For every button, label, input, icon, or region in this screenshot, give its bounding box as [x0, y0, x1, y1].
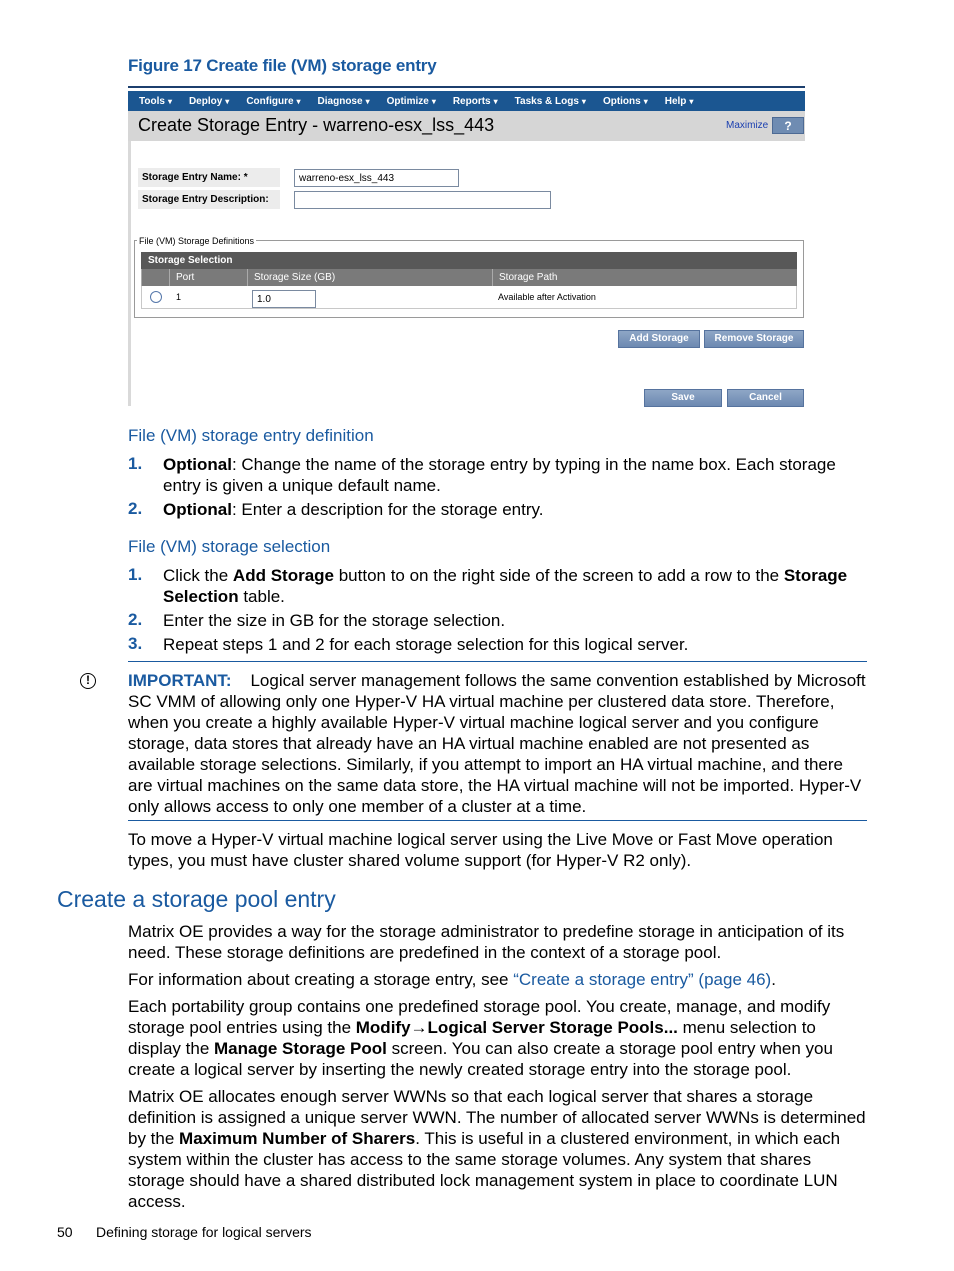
- definition-step-2: Optional: Enter a description for the storage entry.: [163, 500, 544, 519]
- storage-entry-name-input[interactable]: [294, 169, 459, 187]
- add-storage-button[interactable]: Add Storage: [618, 330, 700, 348]
- selection-step-3-number: 3.: [128, 634, 143, 653]
- chevron-down-icon: ▾: [225, 96, 230, 106]
- page-title-bar: [128, 111, 805, 141]
- cancel-button[interactable]: Cancel: [727, 389, 804, 407]
- arrow-right-icon: →: [410, 1018, 428, 1037]
- remove-storage-button[interactable]: Remove Storage: [704, 330, 804, 348]
- chevron-down-icon: ▾: [167, 96, 172, 106]
- chevron-down-icon: ▾: [643, 96, 648, 106]
- storage-selection-header: Storage Selection: [141, 252, 797, 269]
- column-header-storage-size: Storage Size (GB): [247, 269, 492, 286]
- help-button[interactable]: ?: [772, 117, 804, 134]
- storage-entry-description-label: Storage Entry Description:: [138, 190, 280, 209]
- figure-top-rule: [128, 86, 805, 88]
- move-paragraph: To move a Hyper-V virtual machine logical server using the Live Move or Fast Move operation types, you must have cluster shared volume support (for Hyper-V R2 only).: [128, 830, 833, 870]
- section-title: Create a storage pool entry: [57, 886, 336, 912]
- maximize-link[interactable]: Maximize: [726, 120, 769, 131]
- save-button[interactable]: Save: [644, 389, 722, 407]
- chevron-down-icon: ▾: [689, 96, 694, 106]
- menu-help[interactable]: Help ▾: [664, 95, 694, 107]
- selection-step-2-number: 2.: [128, 610, 143, 629]
- definition-step-1: Optional: Change the name of the storage entry by typing in the name box. Each storage entry is given a unique default name.: [163, 455, 836, 495]
- pool-paragraph-4: Matrix OE allocates enough server WWNs so that each logical server that shares a storage definition is assigned a unique server WWN. The number of allocated server WWNs is determined by the Maximum Number of Sharers. This is useful in a clustered environment, in which each system within the cluster has access to the same storage volumes. Any system that shares storage should have a shared distributed lock management system in place to coordinate LUN access.: [128, 1087, 866, 1211]
- definition-heading: File (VM) storage entry definition: [128, 426, 374, 445]
- pool-paragraph-3: Each portability group contains one predefined storage pool. You create, manage, and modify storage pool entries using the Modify→Logical Server Storage Pools... menu selection to display the Manage Storage Pool screen. You can also create a storage pool entry when you create a logical server by inserting the newly created storage entry into the storage pool.: [128, 997, 833, 1079]
- pool-paragraph-1: Matrix OE provides a way for the storage administrator to predefine storage in anticipation of its need. These storage definitions are predefined in the context of a storage pool.: [128, 922, 845, 962]
- menu-tools[interactable]: Tools ▾: [139, 95, 172, 107]
- chevron-down-icon: ▾: [581, 96, 586, 106]
- running-footer: Defining storage for logical servers: [96, 1224, 312, 1240]
- important-icon: !: [80, 673, 96, 689]
- selection-step-1-number: 1.: [128, 565, 143, 584]
- chevron-down-icon: ▾: [365, 96, 370, 106]
- row-select-radio[interactable]: [150, 291, 162, 303]
- note-rule-top: [128, 661, 867, 662]
- column-header-storage-path: Storage Path: [492, 269, 797, 286]
- panel-left-edge: [128, 141, 131, 406]
- storage-definitions-legend: File (VM) Storage Definitions: [139, 236, 255, 246]
- definition-step-2-number: 2.: [128, 499, 143, 518]
- chevron-down-icon: ▾: [296, 96, 301, 106]
- storage-entry-description-input[interactable]: [294, 191, 551, 209]
- column-header-port: Port: [169, 269, 247, 286]
- cell-port: 1: [176, 292, 182, 302]
- chevron-down-icon: ▾: [493, 96, 498, 106]
- selection-step-1: Click the Add Storage button to on the right side of the screen to add a row to the Storage Selection table.: [163, 566, 848, 606]
- menu-configure[interactable]: Configure ▾: [246, 95, 301, 107]
- menu-optimize[interactable]: Optimize ▾: [386, 95, 436, 107]
- figure-screenshot: [128, 86, 805, 408]
- page-number: 50: [57, 1224, 73, 1240]
- column-header-select: [141, 269, 169, 286]
- cell-storage-path: Available after Activation: [498, 292, 596, 302]
- selection-step-3: Repeat steps 1 and 2 for each storage selection for this logical server.: [163, 635, 689, 654]
- menu-tasks-logs[interactable]: Tasks & Logs ▾: [514, 95, 586, 107]
- figure-caption: Figure 17 Create file (VM) storage entry: [128, 56, 437, 75]
- menu-reports[interactable]: Reports ▾: [452, 95, 498, 107]
- menu-diagnose[interactable]: Diagnose ▾: [317, 95, 370, 107]
- pool-paragraph-2: For information about creating a storage entry, see “Create a storage entry” (page 46).: [128, 970, 776, 989]
- menu-options[interactable]: Options ▾: [602, 95, 648, 107]
- create-storage-entry-link[interactable]: “Create a storage entry” (page 46): [513, 970, 772, 989]
- selection-heading: File (VM) storage selection: [128, 537, 331, 556]
- important-note: IMPORTANT: Logical server management follows the same convention established by Microsoft SC VMM of allowing only one Hyper-V HA virtual machine per clustered data store. Therefore, when you create a highly available Hyper-V virtual machine logical server and you configure storage, data stores that already have an HA virtual machine enabled are not presented as available storage selections. Similarly, if you attempt to import an HA virtual machine, and there are virtual machines on the same data store, the HA virtual machine will not be imported. Hyper-V only allows access to only one member of a cluster at a time.: [128, 671, 866, 816]
- definition-step-1-number: 1.: [128, 454, 143, 473]
- important-label: IMPORTANT:: [128, 671, 232, 690]
- storage-size-input[interactable]: [252, 290, 316, 308]
- menu-deploy[interactable]: Deploy ▾: [188, 95, 230, 107]
- storage-entry-name-label: Storage Entry Name: *: [138, 168, 280, 187]
- note-rule-bottom: [128, 820, 867, 821]
- chevron-down-icon: ▾: [431, 96, 436, 106]
- table-row: [141, 286, 797, 309]
- page-title: Create Storage Entry - warreno-esx_lss_443: [138, 115, 495, 135]
- selection-step-2: Enter the size in GB for the storage selection.: [163, 611, 506, 630]
- menu-bar: [128, 91, 805, 111]
